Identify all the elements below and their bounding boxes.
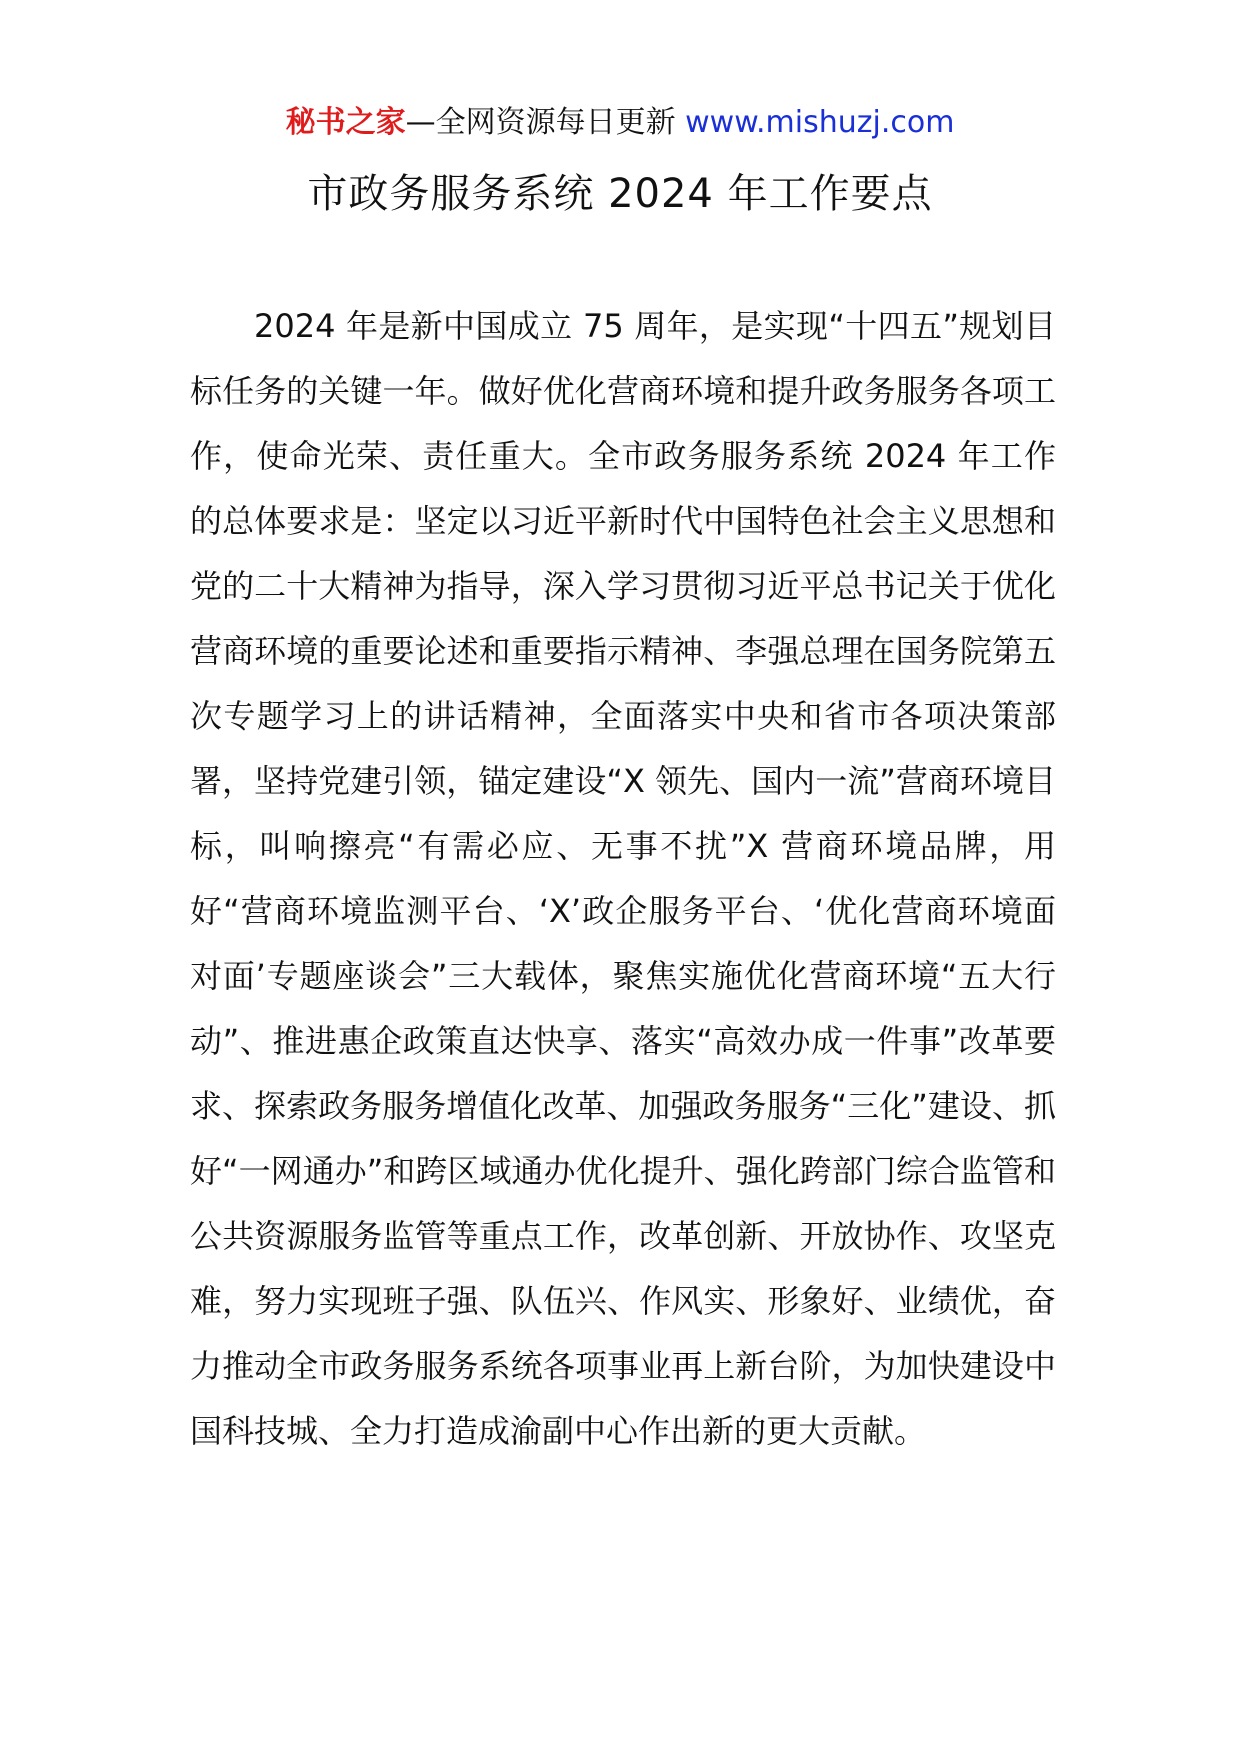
site-header (0, 100, 1240, 146)
header-tagline: —全网资源每日更新 (405, 105, 686, 140)
brand-name: 秘书之家 (285, 105, 406, 140)
document-title: 市政务服务系统 2024 年工作要点 (307, 171, 933, 217)
site-url-link[interactable]: www.mishuzj.com (685, 105, 955, 140)
body-paragraph: 2024 年是新中国成立 75 周年，是实现“十四五”规划目标任务的关键一年。做好优化营商环境和提升政务服务各项工作，使命光荣、责任重大。全市政务服务系统 2024 年工作的总体要求是：坚定以习近平新时代中国特色社会主义思想和党的二十大精神为指导，深入学习贯彻习近平总书记关于优化营商环境的重要论述和重要指示精神、李强总理在国务院第五次专题学习上的讲话精神，全面落实中央和省市各项决策部署，坚持党建引领，锚定建设“X 领先、国内一流”营商环境目标，叫响擦亮“有需必应、无事不扰”X 营商环境品牌，用好“营商环境监测平台、‘X’政企服务平台、‘优化营商环境面对面’专题座谈会”三大载体，聚焦实施优化营商环境“五大行动”、推进惠企政策直达快享、落实“高效办成一件事”改革要求、探索政务服务增值化改革、加强政务服务“三化”建设、抓好“一网通办”和跨区域通办优化提升、强化跨部门综合监管和公共资源服务监管等重点工作，改革创新、开放协作、攻坚克难，努力实现班子强、队伍兴、作风实、形象好、业绩优，奋力推动全市政务服务系统各项事业再上新台阶，为加快建设中国科技城、全力打造成渝副中心作出新的更大贡献。 (190, 307, 1056, 1450)
